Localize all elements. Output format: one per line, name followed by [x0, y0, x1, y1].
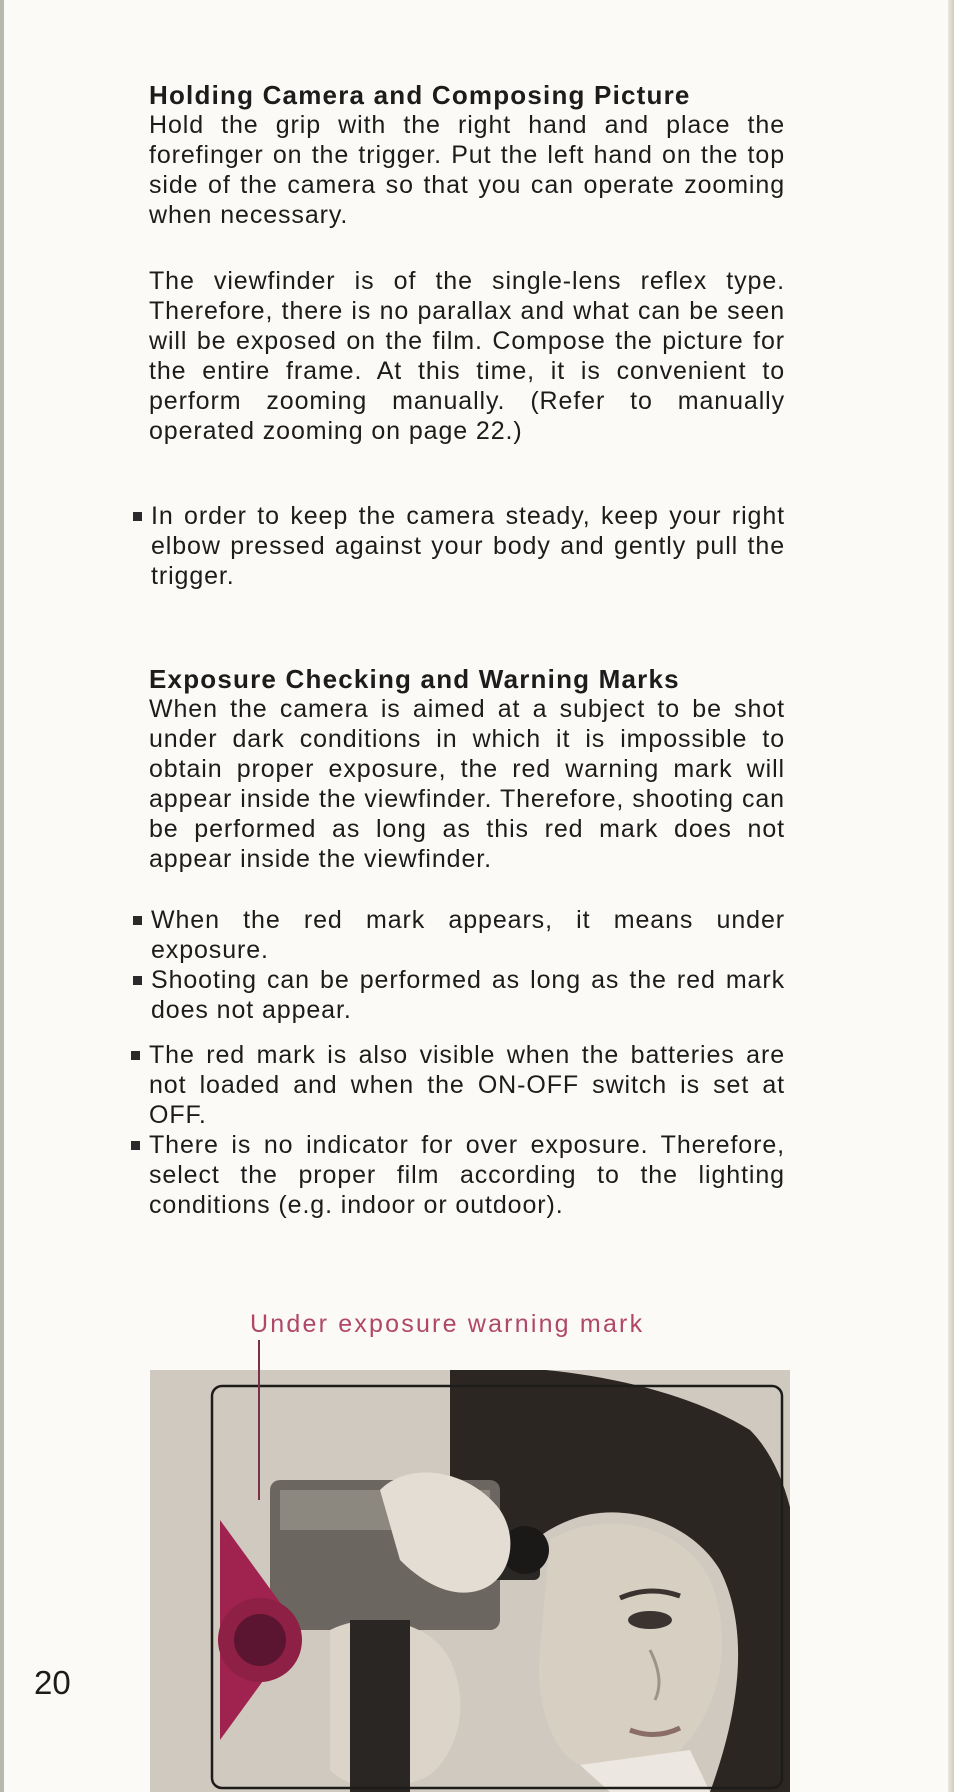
caption-leader-line — [258, 1340, 260, 1500]
photo-illustration — [150, 1370, 790, 1792]
section-paragraph: Hold the grip with the right hand and place the forefinger on the trigger. Put the left hand on the top side of the camera so that you can operate zooming when necessary. — [149, 111, 785, 229]
bullet-list — [149, 1040, 785, 1220]
bullet-item: There is no indicator for over exposure. Therefore, select the proper film according to the lighting conditions (e.g. indoor or outdoor). — [149, 1131, 785, 1219]
section-heading: Holding Camera and Composing Picture — [149, 80, 691, 110]
page-left-edge — [0, 0, 4, 1792]
bullet-item: The red mark is also visible when the batteries are not loaded and when the ON-OFF switch is set at OFF. — [149, 1041, 785, 1129]
section-paragraph: When the camera is aimed at a subject to be shot under dark conditions in which it is impossible to obtain proper exposure, the red warning mark will appear inside the viewfinder. Therefore, shooting can be performed as long as this red mark does not appear inside the viewfinder. — [149, 695, 785, 873]
page-number: 20 — [34, 1664, 71, 1701]
figure-caption: Under exposure warning mark — [250, 1310, 645, 1338]
bullet-item: Shooting can be performed as long as the red mark does not appear. — [151, 966, 785, 1024]
section-paragraph: The viewfinder is of the single-lens reflex type. Therefore, there is no parallax and what can be seen will be exposed on the film. Compose the picture for the entire frame. At this time, it is convenient to perform zooming manually. (Refer to manually operated zooming on page 22.) — [149, 267, 785, 445]
section-holding-camera — [149, 80, 785, 230]
section-heading: Exposure Checking and Warning Marks — [149, 664, 680, 694]
camera-photo — [150, 1370, 790, 1792]
bullet-item: In order to keep the camera steady, keep your right elbow pressed against your body and gently pull the trigger. — [151, 502, 785, 590]
bullet-list — [151, 905, 785, 1025]
page-right-edge — [948, 0, 954, 1792]
section-exposure-checking — [149, 664, 785, 874]
bullet-list — [151, 501, 785, 591]
bullet-item: When the red mark appears, it means under exposure. — [151, 906, 785, 964]
